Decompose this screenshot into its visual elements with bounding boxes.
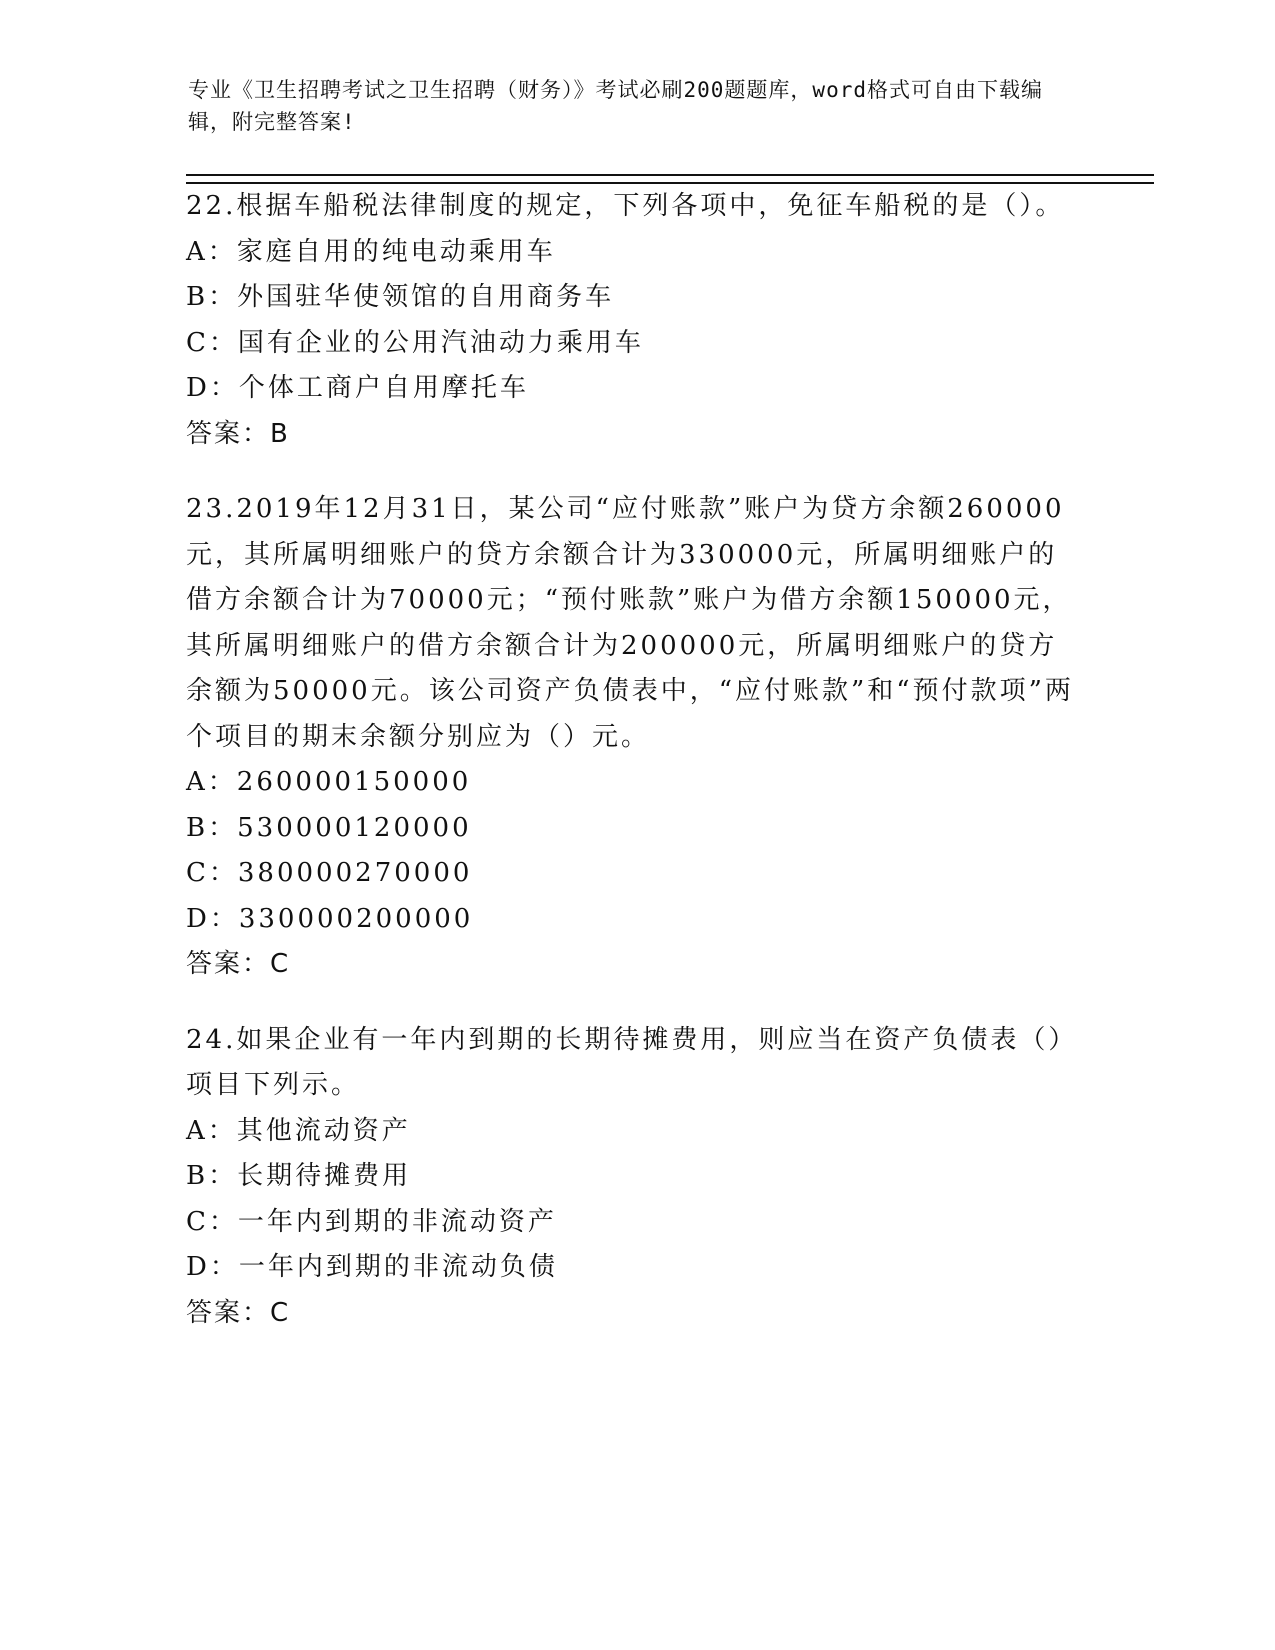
option-b: B：530000120000	[186, 812, 472, 843]
option-a: A：家庭自用的纯电动乘用车	[186, 236, 556, 267]
answer: 答案：B	[186, 418, 290, 449]
document-header: 专业《卫生招聘考试之卫生招聘（财务）》考试必刷200题题库，word格式可自由下载编辑，附完整答案!	[188, 78, 1043, 134]
option-b: B：长期待摊费用	[186, 1161, 412, 1191]
option-a: A：其他流动资产	[186, 1115, 411, 1146]
question-list	[186, 184, 1086, 1366]
option-d: D：个体工商户自用摩托车	[186, 373, 529, 403]
option-b: B：外国驻华使领馆的自用商务车	[186, 282, 615, 312]
question-stem: 23.2019年12月31日，某公司“应付账款”账户为贷方余额260000元，其所属明细账户的贷方余额合计为330000元，所属明细账户的借方余额合计为70000元；“预付账款”账户为借方余额150000元，其所属明细账户的借方余额合计为200000元，所属明细账户的贷方余额为50000元。该公司资产负债表中，“应付账款”和“预付款项”两个项目的期末余额分别应为（）元。	[186, 494, 1074, 752]
option-c: C：国有企业的公用汽油动力乘用车	[186, 327, 644, 358]
option-c: C：一年内到期的非流动资产	[186, 1206, 557, 1237]
question-24	[186, 1018, 1086, 1337]
question-stem: 24.如果企业有一年内到期的长期待摊费用，则应当在资产负债表（）项目下列示。	[186, 1024, 1078, 1100]
question-22	[186, 184, 1086, 457]
answer: 答案：C	[186, 1297, 291, 1328]
answer: 答案：C	[186, 949, 291, 979]
option-d: D：一年内到期的非流动负债	[186, 1252, 558, 1282]
option-c: C：380000270000	[186, 858, 473, 888]
question-23	[186, 487, 1086, 988]
option-d: D：330000200000	[186, 903, 474, 934]
question-stem: 22.根据车船税法律制度的规定，下列各项中，免征车船税的是（）。	[186, 191, 1065, 221]
header-divider-top	[186, 174, 1154, 176]
option-a: A：260000150000	[186, 767, 472, 797]
